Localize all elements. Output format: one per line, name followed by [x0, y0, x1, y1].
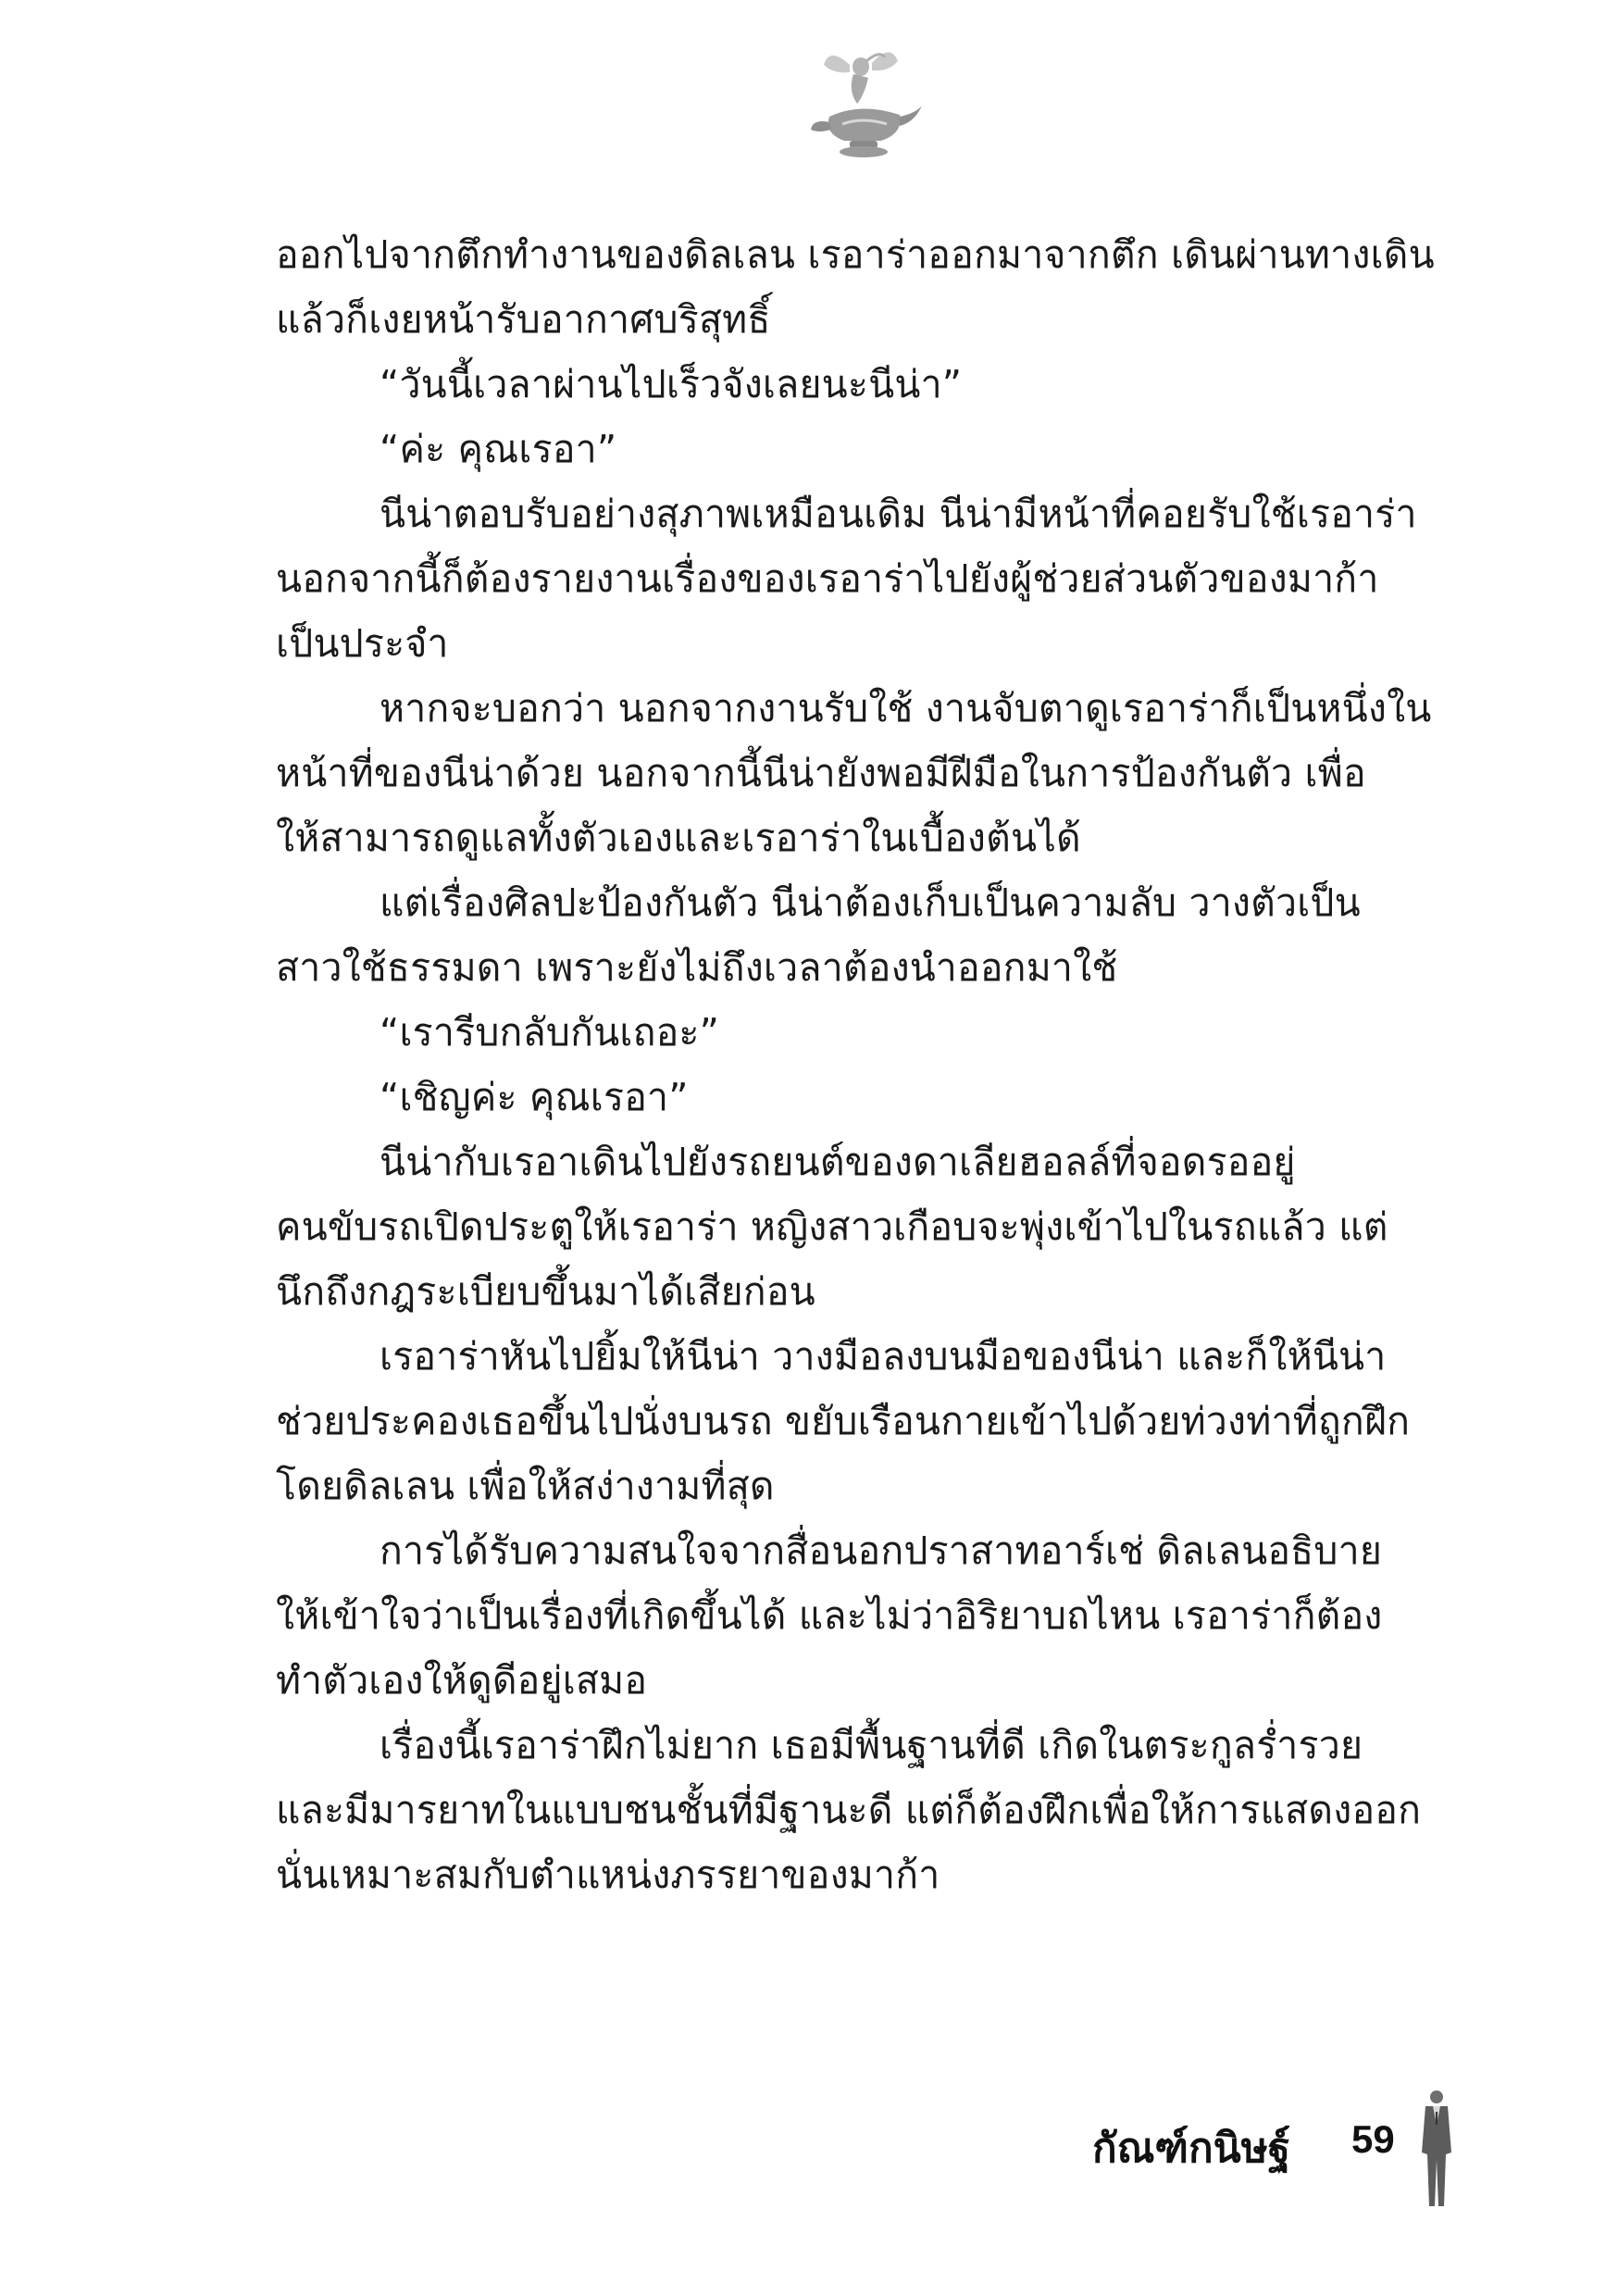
text-line: เรอาร่าหันไปยิ้มให้นีน่า วางมือลงบนมือของนีน่า และก็ให้นีน่า	[380, 1334, 1387, 1379]
text-line: นึกถึงกฎระเบียบขึ้นมาได้เสียก่อน	[276, 1269, 815, 1314]
text-line: ให้เข้าใจว่าเป็นเรื่องที่เกิดขึ้นได้ และไม่ว่าอิริยาบถไหน เรอาร่าก็ต้อง	[276, 1593, 1383, 1638]
text-line: แต่เรื่องศิลปะป้องกันตัว นีน่าต้องเก็บเป็นความลับ วางตัวเป็น	[380, 880, 1361, 925]
text-line: นีน่ากับเรอาเดินไปยังรถยนต์ของดาเลียฮอลล์ที่จอดรออยู่	[380, 1140, 1296, 1184]
text-line: และมีมารยาทในแบบชนชั้นที่มีฐานะดี แต่ก็ต้องฝึกเพื่อให้การแสดงออก	[276, 1788, 1422, 1832]
text-line: “ค่ะ คุณเรอา”	[380, 427, 617, 471]
text-line: ให้สามารถดูแลทั้งตัวเองและเรอาร่าในเบื้องต้นได้	[276, 816, 1081, 860]
text-line: “เรารีบกลับกันเถอะ”	[380, 1010, 720, 1054]
text-line: “เชิญค่ะ คุณเรอา”	[380, 1075, 689, 1119]
text-line: แล้วก็เงยหน้ารับอากาศบริสุทธิ์	[276, 297, 771, 342]
text-line: ทำตัวเองให้ดูดีอยู่เสมอ	[276, 1658, 648, 1703]
text-line: ออกไปจากตึกทำงานของดิลเลน เรอาร่าออกมาจากตึก เดินผ่านทางเดิน	[276, 232, 1435, 277]
text-line: เรื่องนี้เรอาร่าฝึกไม่ยาก เธอมีพื้นฐานที่ดี เกิดในตระกูลร่ำรวย	[380, 1723, 1363, 1767]
page-footer	[1092, 2088, 1462, 2227]
suit-figure-icon	[1416, 2088, 1457, 2208]
text-line: โดยดิลเลน เพื่อให้สง่างามที่สุด	[276, 1464, 775, 1508]
text-line: เป็นประจำ	[276, 621, 449, 666]
text-line: การได้รับความสนใจจากสื่อนอกปราสาทอาร์เช่ ดิลเลนอธิบาย	[380, 1529, 1383, 1573]
text-line: ช่วยประคองเธอขึ้นไปนั่งบนรถ ขยับเรือนกายเข้าไปด้วยท่วงท่าที่ถูกฝึก	[276, 1399, 1411, 1443]
text-line: นีน่าตอบรับอย่างสุภาพเหมือนเดิม นีน่ามีหน้าที่คอยรับใช้เรอาร่า	[380, 492, 1417, 536]
book-title: กัณฑ์กนิษฐ์	[1092, 2125, 1290, 2172]
text-line: นั่นเหมาะสมกับตำแหน่งภรรยาของมาก้า	[276, 1853, 940, 1897]
text-line: นอกจากนี้ก็ต้องรายงานเรื่องของเรอาร่าไปยังผู้ช่วยส่วนตัวของมาก้า	[276, 556, 1379, 601]
text-line: หน้าที่ของนีน่าด้วย นอกจากนี้นีน่ายังพอมีฝีมือในการป้องกันตัว เพื่อ	[276, 751, 1366, 795]
text-line: สาวใช้ธรรมดา เพราะยังไม่ถึงเวลาต้องนำออกมาใช้	[276, 945, 1118, 990]
page-number: 59	[1351, 2117, 1395, 2161]
genie-lamp-fairy-icon	[796, 37, 926, 167]
text-line: “วันนี้เวลาผ่านไปเร็วจังเลยนะนีน่า”	[380, 362, 963, 406]
chapter-body-text	[276, 222, 1451, 1907]
text-line: คนขับรถเปิดประตูให้เรอาร่า หญิงสาวเกือบจะพุ่งเข้าไปในรถแล้ว แต่	[276, 1204, 1388, 1249]
text-line: หากจะบอกว่า นอกจากงานรับใช้ งานจับตาดูเรอาร่าก็เป็นหนึ่งใน	[380, 686, 1432, 730]
